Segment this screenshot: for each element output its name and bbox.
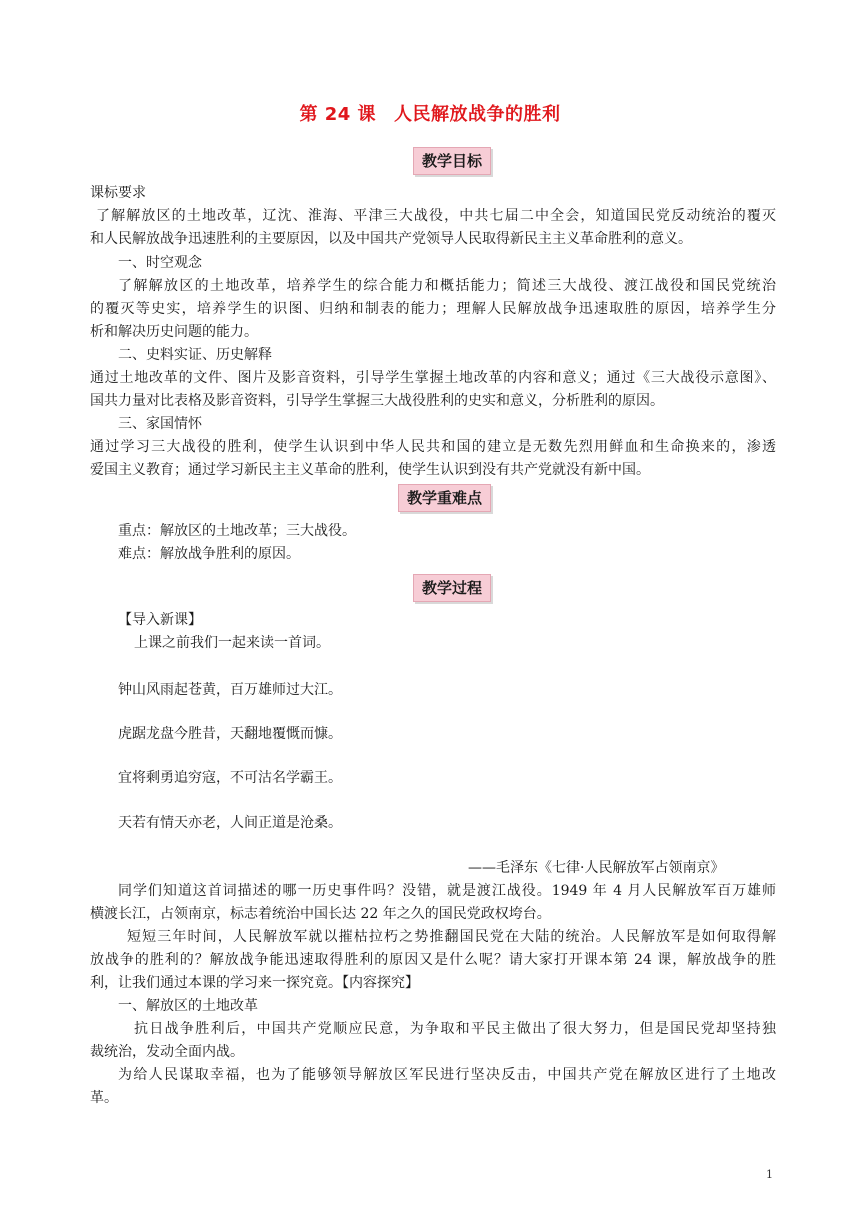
paragraph-line: 横渡长江，占领南京，标志着统治中国长达 22 年之久的国民党政权垮台。	[90, 906, 551, 922]
paragraph-line: 同学们知道这首词描述的哪一历史事件吗？没错，就是渡江战役。1949 年 4 月人民解放军百万雄师	[118, 883, 776, 899]
subheading: 二、史料实证、历史解释	[118, 347, 272, 363]
paragraph-line: 裁统治，发动全面内战。	[90, 1044, 244, 1060]
paragraph-line: 爱国主义教育；通过学习新民主主义革命的胜利，使学生认识到没有共产党就没有新中国。	[90, 462, 650, 478]
paragraph-line: 通过学习三大战役的胜利，使学生认识到中华人民共和国的建立是无数先烈用鲜血和生命换来的，渗透	[90, 439, 776, 455]
page-title	[0, 100, 860, 126]
subheading: 一、解放区的土地改革	[118, 998, 258, 1014]
subheading: 三、家国情怀	[118, 416, 202, 432]
section-heading-process: 教学过程	[413, 574, 491, 602]
poem-source: ——毛泽东《七律·人民解放军占领南京》	[468, 860, 725, 876]
intro-heading: 【导入新课】	[118, 612, 202, 628]
key-point: 重点：解放区的土地改革；三大战役。	[118, 523, 356, 539]
page-number: 1	[766, 1168, 773, 1181]
difficult-point: 难点：解放战争胜利的原因。	[118, 546, 300, 562]
paragraph-line: 放战争的胜利的？解放战争能迅速取得胜利的原因又是什么呢？请大家打开课本第 24 课，解放战争的胜	[90, 952, 776, 968]
paragraph-line: 短短三年时间，人民解放军就以摧枯拉朽之势推翻国民党在大陆的统治。人民解放军是如何取得解	[127, 929, 776, 945]
paragraph-line: 利，让我们通过本课的学习来一探究竟。【内容探究】	[90, 975, 419, 991]
section-heading-key-points: 教学重难点	[398, 484, 491, 512]
paragraph-line: 了解解放区的土地改革，辽沈、淮海、平津三大战役，中共七届二中全会，知道国民党反动统治的覆灭	[96, 208, 776, 224]
poem-line: 钟山风雨起苍黄，百万雄师过大江。	[118, 682, 342, 698]
standard-heading: 课标要求	[90, 185, 146, 201]
paragraph-line: 的覆灭等史实，培养学生的识图、归纳和制表的能力；理解人民解放战争迅速取胜的原因，培养学生分	[90, 301, 776, 317]
paragraph-line: 革。	[90, 1090, 118, 1106]
lesson-title: 人民解放战争的胜利	[394, 104, 561, 125]
poem-line: 天若有情天亦老，人间正道是沧桑。	[118, 815, 342, 831]
paragraph-line: 析和解决历史问题的能力。	[90, 324, 258, 340]
paragraph-line: 和人民解放战争迅速胜利的主要原因，以及中国共产党领导人民取得新民主主义革命胜利的意义。	[90, 231, 692, 247]
section-heading-goals: 教学目标	[413, 147, 491, 175]
intro-text: 上课之前我们一起来读一首词。	[134, 635, 330, 651]
paragraph-line: 国共力量对比表格及影音资料，引导学生掌握三大战役胜利的史实和意义，分析胜利的原因。	[90, 393, 664, 409]
paragraph-line: 通过土地改革的文件、图片及影音资料，引导学生掌握土地改革的内容和意义；通过《三大战役示意图》、	[90, 370, 776, 386]
paragraph-line: 了解解放区的土地改革，培养学生的综合能力和概括能力；简述三大战役、渡江战役和国民党统治	[118, 278, 776, 294]
lesson-number: 第 24 课	[299, 104, 377, 125]
poem-line: 宜将剩勇追穷寇，不可沽名学霸王。	[118, 770, 342, 786]
paragraph-line: 为给人民谋取幸福，也为了能够领导解放区军民进行坚决反击，中国共产党在解放区进行了土地改	[118, 1067, 776, 1083]
paragraph-line: 抗日战争胜利后，中国共产党顺应民意，为争取和平民主做出了很大努力，但是国民党却坚持独	[134, 1021, 776, 1037]
poem-line: 虎踞龙盘今胜昔，天翻地覆慨而慷。	[118, 726, 342, 742]
subheading: 一、时空观念	[118, 255, 202, 271]
